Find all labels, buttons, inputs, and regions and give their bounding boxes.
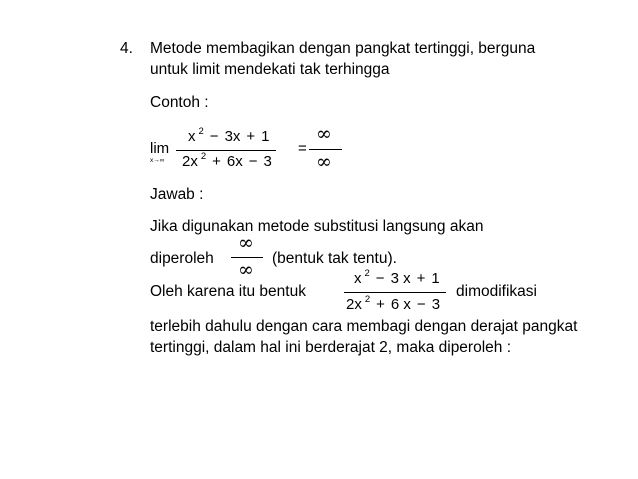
infinity-bottom: ∞ [316, 151, 332, 173]
answer-numerator [354, 268, 440, 289]
lim-subscript: x→∞ [150, 157, 165, 164]
num-x: x [188, 128, 196, 145]
frac-den-plus: + [376, 296, 385, 313]
num-term3: 1 [261, 128, 270, 145]
frac-den-minus: − [416, 296, 426, 313]
example-label: Contoh : [150, 94, 209, 111]
line2-infinity-top: ∞ [238, 232, 254, 254]
answer-line-2-end: (bentuk tak tentu). [272, 250, 397, 267]
answer-line-5: tertinggi, dalam hal ini berderajat 2, maka diperoleh : [150, 339, 512, 356]
den-plus: + [212, 153, 221, 170]
answer-denominator [346, 294, 441, 315]
line2-fraction-bar [231, 257, 263, 258]
frac-den-term2: 6 x [390, 296, 411, 313]
frac-den-exponent: 2 [364, 294, 371, 305]
num-minus: − [209, 128, 219, 145]
den-minus: − [248, 153, 258, 170]
infinity-fraction-bar [309, 149, 342, 150]
equals-sign: = [298, 140, 307, 157]
answer-line-3-end: dimodifikasi [456, 283, 537, 300]
example-numerator [188, 126, 270, 147]
line2-infinity-bottom: ∞ [238, 259, 254, 281]
frac-num-minus: − [375, 270, 385, 287]
den-term3: 3 [263, 153, 272, 170]
answer-line-2-start: diperoleh [150, 250, 214, 267]
answer-line-3-start: Oleh karena itu bentuk [150, 283, 306, 300]
answer-label: Jawab : [150, 186, 204, 203]
num-plus: + [246, 128, 256, 145]
lim-label: lim [150, 140, 170, 157]
frac-den-term3: 3 [431, 296, 441, 313]
answer-line-4: terlebih dahulu dengan cara membagi dengan derajat pangkat [150, 318, 578, 335]
heading-line-2: untuk limit mendekati tak terhingga [150, 61, 390, 78]
num-exponent: 2 [198, 126, 204, 137]
frac-den-coef: 2x [346, 296, 362, 313]
item-number: 4. [120, 40, 133, 57]
den-term2: 6x [226, 153, 243, 170]
frac-num-exponent: 2 [364, 268, 370, 279]
answer-fraction-bar [344, 292, 446, 293]
frac-num-plus: + [416, 270, 426, 287]
heading-line-1: Metode membagikan dengan pangkat tertinggi, berguna [150, 40, 536, 57]
frac-num-term2: 3 x [390, 270, 411, 287]
example-denominator [182, 151, 272, 172]
answer-line-1: Jika digunakan metode substitusi langsung akan [150, 218, 484, 235]
example-fraction-bar [176, 150, 276, 151]
frac-num-term3: 1 [431, 270, 440, 287]
frac-num-x: x [354, 270, 362, 287]
num-term2: 3x [224, 128, 241, 145]
infinity-top: ∞ [316, 123, 332, 145]
den-coef: 2x [182, 153, 198, 170]
den-exponent: 2 [200, 151, 207, 162]
